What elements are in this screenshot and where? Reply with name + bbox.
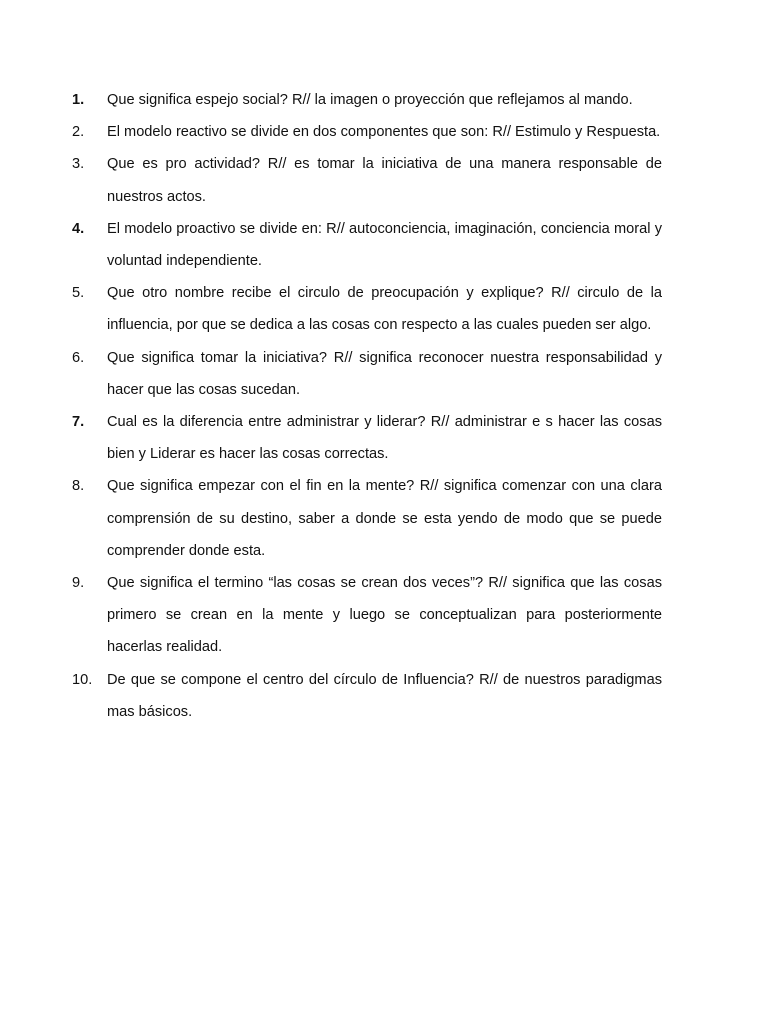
item-number: 3. [72,156,85,173]
item-number: 9. [72,575,85,592]
item-text: Que otro nombre recibe el circulo de preocupación y explique? R// circulo de la influencia, por que se dedica a las cosas con respecto a las cuales pueden ser algo. [107,285,662,334]
item-text: Que significa empezar con el fin en la mente? R// significa comenzar con una clara comprensión de su destino, saber a donde se esta yendo de modo que se puede comprender donde esta. [107,478,662,559]
list-item-2 [72,116,662,148]
item-number: 4. [72,220,85,237]
list-item-6 [72,342,662,406]
item-number: 7. [72,414,85,431]
list-item-1 [72,84,662,116]
item-text: Cual es la diferencia entre administrar y liderar? R// administrar e s hacer las cosas bien y Liderar es hacer las cosas correctas. [107,414,662,463]
list-item-3 [72,148,662,212]
list-item-10 [72,664,662,728]
item-text: El modelo proactivo se divide en: R// autoconciencia, imaginación, conciencia moral y voluntad independiente. [107,220,662,270]
list-item-5 [72,277,662,341]
list-item-4 [72,213,662,277]
item-text: De que se compone el centro del círculo de Influencia? R// de nuestros paradigmas mas básicos. [107,671,662,720]
item-number: 1. [72,92,85,108]
item-text: Que es pro actividad? R// es tomar la iniciativa de una manera responsable de nuestros actos. [107,156,662,205]
list-item-8 [72,470,662,567]
item-number: 2. [72,124,85,141]
item-number: 6. [72,349,85,366]
item-text: Que significa espejo social? R// la imagen o proyección que reflejamos al mando. [107,92,633,108]
question-answer-list [72,84,662,728]
list-item-9 [72,567,662,664]
item-text: Que significa el termino “las cosas se crean dos veces”? R// significa que las cosas primero se crean en la mente y luego se conceptualizan para posteriormente hacerlas realidad. [107,575,662,656]
item-number: 8. [72,478,85,495]
item-number: 5. [72,285,85,302]
item-text: Que significa tomar la iniciativa? R// significa reconocer nuestra responsabilidad y hacer que las cosas sucedan. [107,349,662,398]
item-number: 10. [72,671,93,688]
list-item-7 [72,406,662,470]
item-text: El modelo reactivo se divide en dos componentes que son: R// Estimulo y Respuesta. [107,124,661,141]
